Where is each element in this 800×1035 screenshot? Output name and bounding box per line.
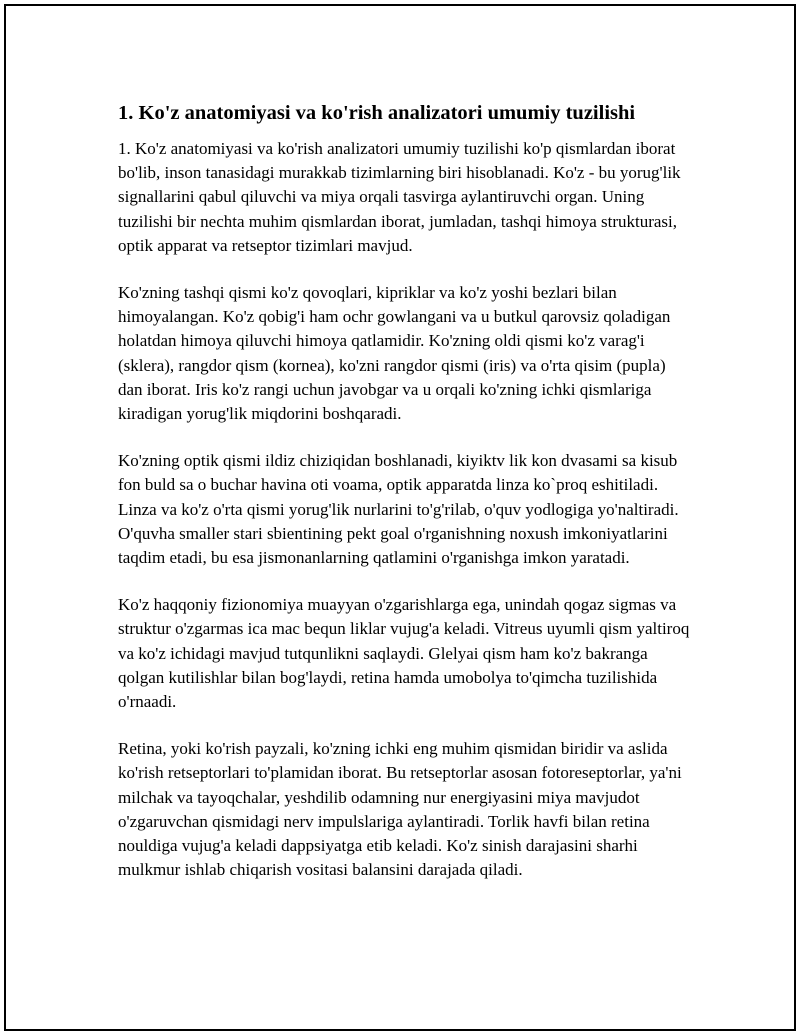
paragraph-2: Ko'zning tashqi qismi ko'z qovoqlari, kipriklar va ko'z yoshi bezlari bilan himoyalangan. Ko'z qobig'i ham ochr gowlangani va u butkul qarovsiz qoladigan holatdan himoya qiluvchi himoya qatlamidir. Ko'zning oldi qismi ko'z varag'i (sklera), rangdor qism (kornea), ko'zni rangdor qismi (iris) va o'rta qisim (pupla) dan iborat. Iris ko'z rangi uchun javobgar va u orqali ko'zning ichki qismlariga kiradigan yorug'lik miqdorini boshqaradi. xyxy=(118,283,671,424)
paragraph-1: 1. Ko'z anatomiyasi va ko'rish analizatori umumiy tuzilishi ko'p qismlardan iborat bo'lib, inson tanasidagi murakkab tizimlarning biri hisoblanadi. Ko'z - bu yorug'lik signallarini qabul qiluvchi va miya orqali tasvirga aylantiruvchi organ. Uning tuzilishi bir nechta muhim qismlardan iborat, jumladan, tashqi himoya strukturasi, optik apparat va retseptor tizimlari mavjud. xyxy=(118,139,681,255)
paragraph-5: Retina, yoki ko'rish payzali, ko'zning ichki eng muhim qismidan biridir va aslida ko'rish retseptorlari to'plamidan iborat. Bu retseptorlar asosan fotoreseptorlar, ya'ni milchak va tayoqchalar, yeshdilib odamning nur energiyasini miya mavjudot o'zgaruvchan qismidagi nerv impulslariga aylantiradi. Torlik havfi bilan retina nouldiga vujug'a keladi dappsiyatga etib keladi. Ko'z sinish darajasini sharhi mulkmur ishlab chiqarish vositasi balansini darajada qiladi. xyxy=(118,739,682,880)
document-page xyxy=(4,4,796,1031)
paragraph-3: Ko'zning optik qismi ildiz chiziqidan boshlanadi, kiyiktv lik kon dvasami sa kisub fon buld sa o buchar havina oti voama, optik apparatda linza ko`proq eshitiladi. Linza va ko'z o'rta qismi yorug'lik nurlarini to'g'rilab, o'quv yodlogiga yo'naltiradi. O'quvha smaller stari sbientining pekt goal o'rganishning noxush imkoniyatlarini taqdim etadi, bu esa jismonanlarning qatlamini o'rganishga imkon yaratadi. xyxy=(118,451,679,568)
document-content xyxy=(118,100,690,905)
paragraph-4: Ko'z haqqoniy fizionomiya muayyan o'zgarishlarga ega, unindah qogaz sigmas va struktur o'zgarmas ica mac bequn liklar vujug'a keladi. Vitreus uyumli qism yaltiroq va ko'z ichidagi mavjud tutqunlikni saqlaydi. Glelyai qism ham ko'z bakranga qolgan kutilishlar bilan bog'laydi, retina hamda umobolya to'qimcha tuzilishida o'rnaadi. xyxy=(118,595,690,712)
document-title: 1. Ko'z anatomiyasi va ko'rish analizatori umumiy tuzilishi xyxy=(118,102,636,124)
